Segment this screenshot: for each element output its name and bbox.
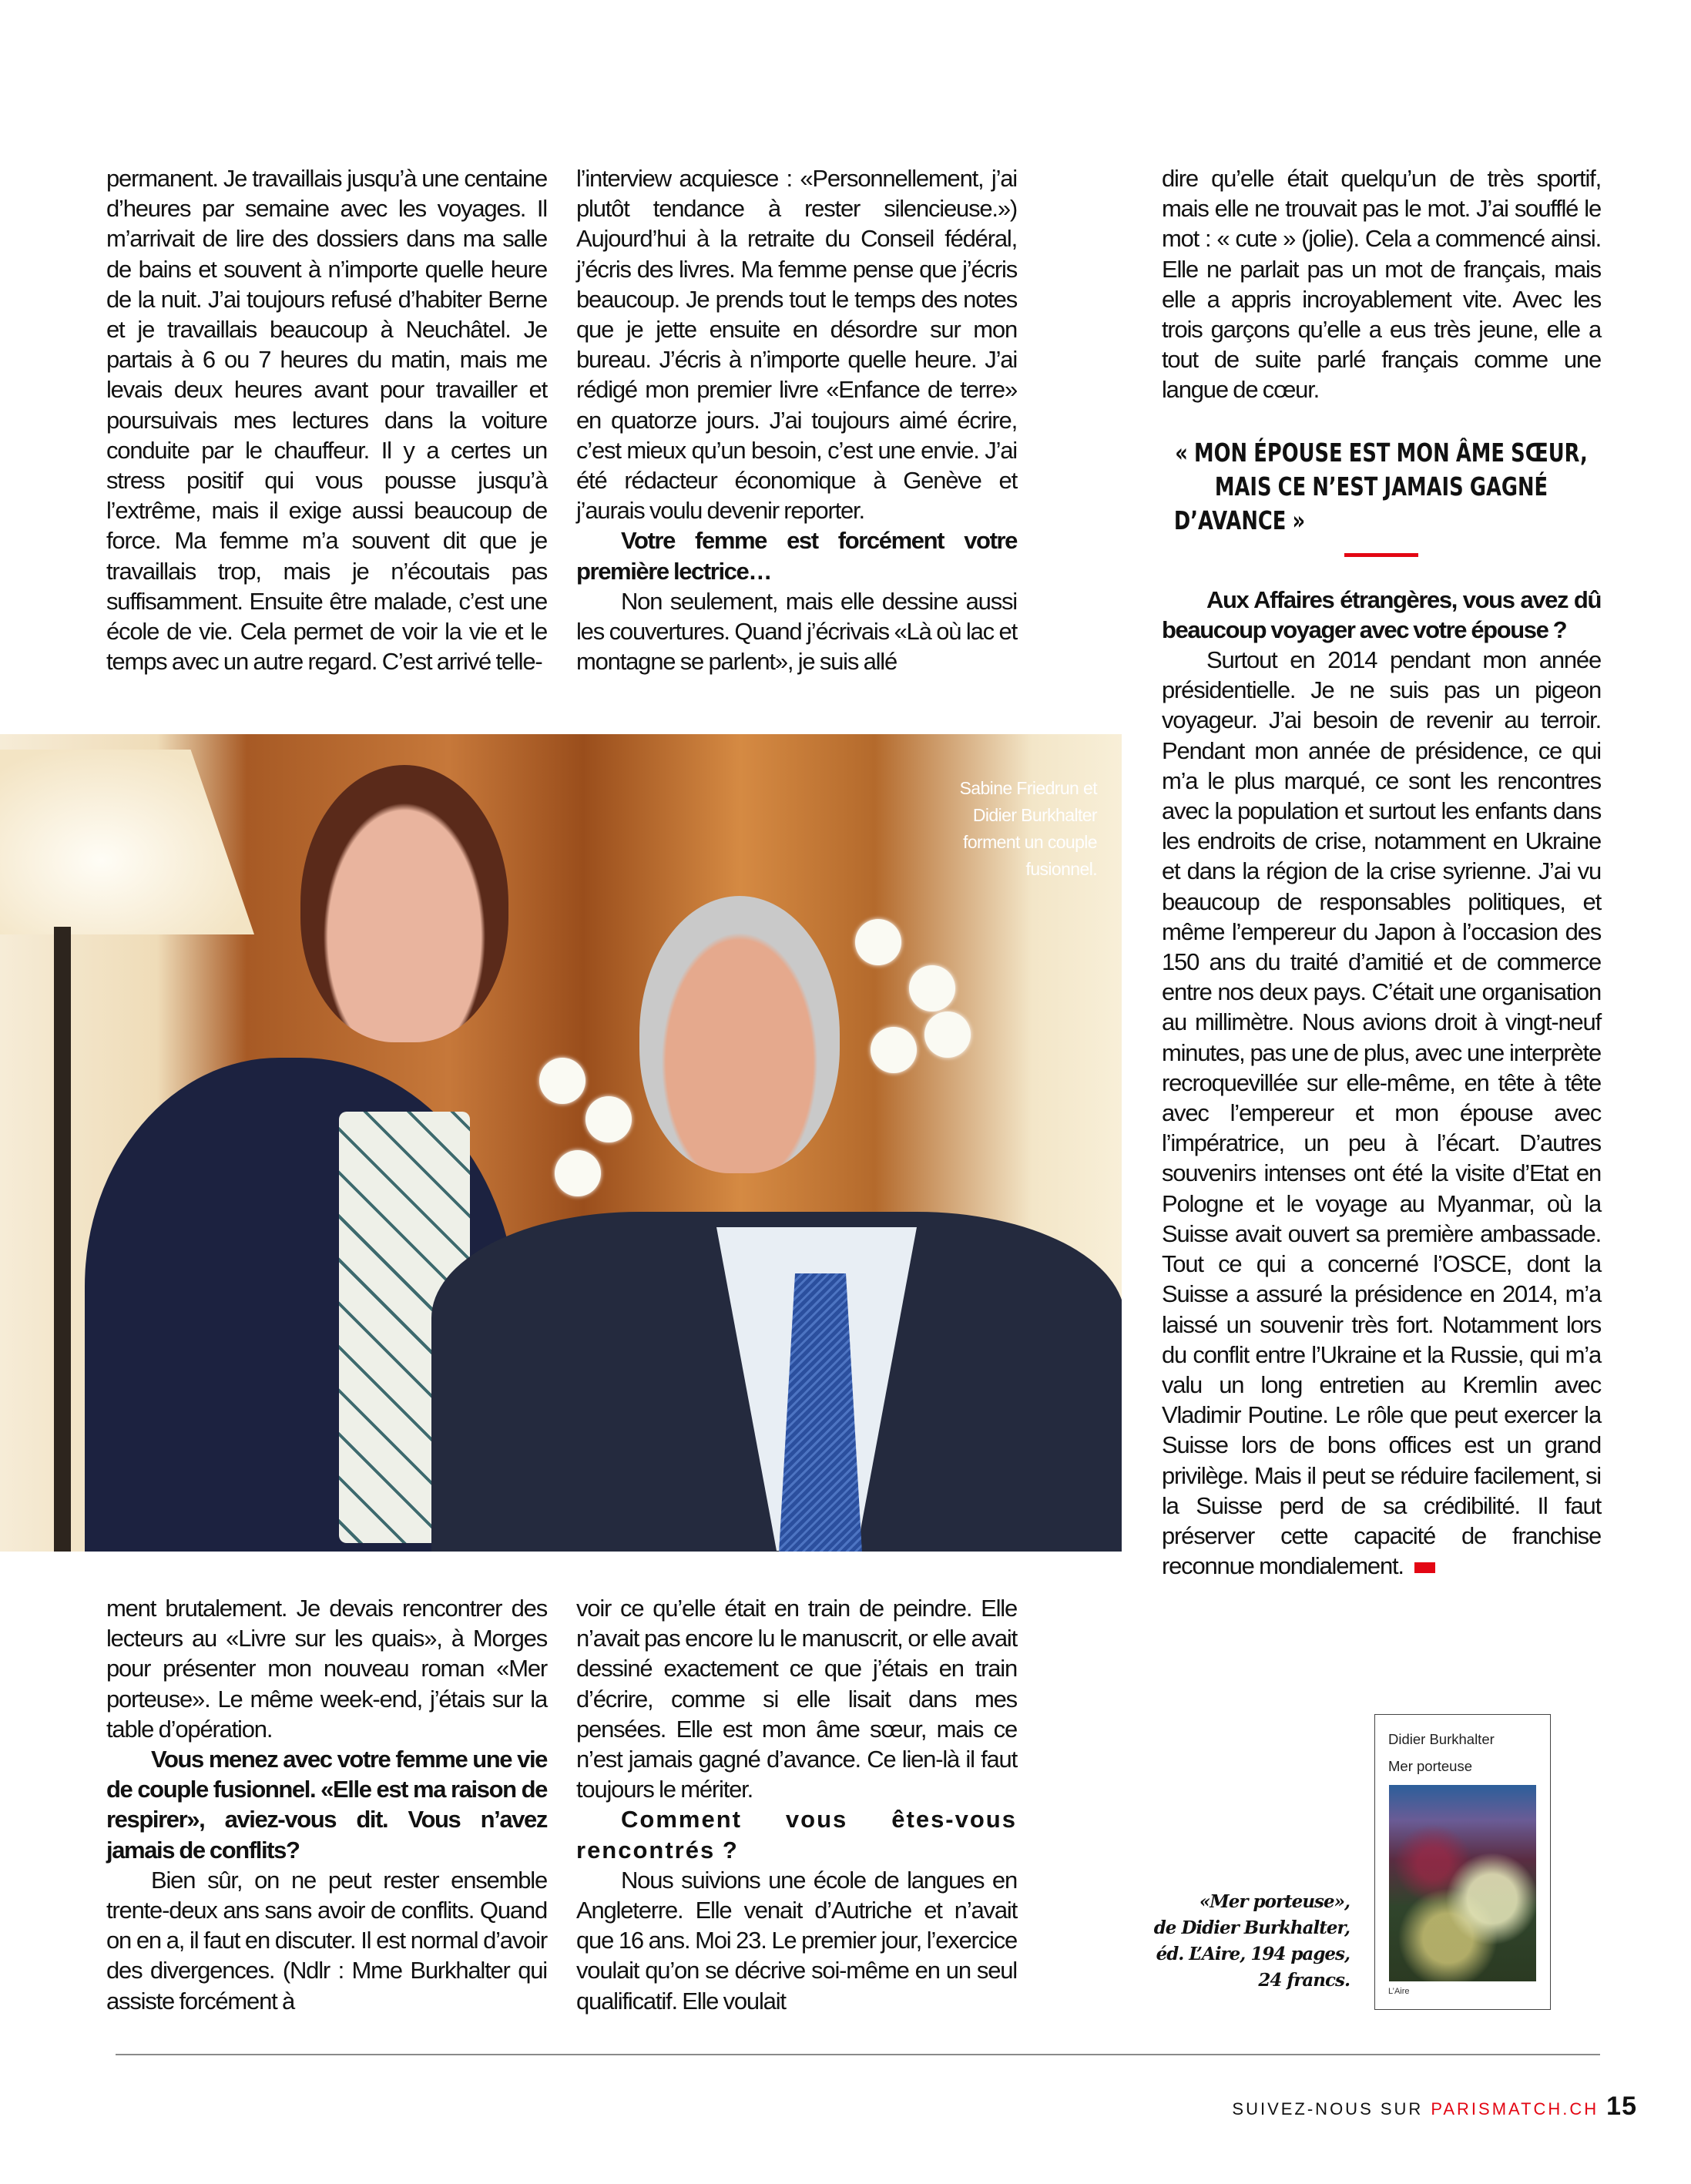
article-column-1-top	[106, 163, 547, 676]
paragraph: Nous suivions une école de langues en Angleterre. Elle venait d’Autriche et n’avait que 16 ans. Moi 23. Le premier jour, l’exercice voulait qu’on se décrive soi-même en un seul qualificatif. Elle voulait	[576, 1866, 1017, 2015]
end-of-article-mark	[1414, 1562, 1435, 1573]
man-head	[639, 896, 840, 1173]
paragraph	[1162, 645, 1601, 1581]
orchid-flower	[539, 1058, 585, 1104]
orchid-flower	[871, 1027, 917, 1073]
lamp-shade	[0, 750, 254, 934]
paragraph: l’interview acquiesce : «Personnellement, j’ai plutôt tendance à rester silencieuse.») Aujourd’hui à la retraite du Conseil fédéral, j’écris des livres. Ma femme pense que j’écris beaucoup. Je prends tout le temps des notes que je jette ensuite en désordre sur mon bureau. J’écris à n’importe quelle heure. J’ai rédigé mon premier livre «Enfance de terre» en quatorze jours. J’ai toujours aimé écrire, c’est mieux qu’un besoin, c’est une envie. J’ai été rédacteur économique à Genève et j’aurais voulu devenir reporter.	[576, 165, 1017, 525]
paragraph: ment brutalement. Je devais rencontrer des lecteurs au «Livre sur les quais», à Morges pour présenter mon nouveau roman «Mer porteuse». Le même week-end, j’étais sur la table d’opération.	[106, 1595, 547, 1743]
footer-site-link[interactable]: PARISMATCH.CH	[1431, 2099, 1599, 2119]
pull-quote: « MON ÉPOUSE EST MON ÂME SŒUR, MAIS CE N’EST JAMAIS GAGNÉ D’AVANCE »	[1173, 437, 1588, 535]
interview-question: Vous menez avec votre femme une vie de couple fusionnel. «Elle est ma raison de respirer», aviez-vous dit. Vous n’avez jamais de conflits?	[106, 1746, 547, 1864]
photo-caption: Sabine Friedrun et Didier Burkhalter forment un couple fusionnel.	[959, 778, 1097, 879]
interview-question: Aux Affaires étrangères, vous avez dû beaucoup voyager avec votre épouse ?	[1162, 585, 1601, 643]
footer-follow-text: SUIVEZ-NOUS SUR	[1232, 2099, 1424, 2119]
book-credit-line: de Didier Burkhalter,	[1153, 1917, 1350, 1938]
book-cover-title: Mer porteuse	[1388, 1758, 1472, 1774]
woman-head	[300, 765, 508, 1042]
book-credit-line: «Mer porteuse»,	[1199, 1891, 1350, 1912]
book-credit-line: éd. L’Aire, 194 pages,	[1156, 1944, 1350, 1964]
article-column-1-bottom	[106, 1593, 547, 2016]
book-cover-painting	[1389, 1785, 1536, 1981]
orchid-flower	[924, 1011, 971, 1058]
paragraph: dire qu’elle était quelqu’un de très sportif, mais elle ne trouvait pas le mot. J’ai soufflé le mot : « cute » (jolie). Cela a commencé ainsi. Elle ne parlait pas un mot de français, mais elle a appris incroyablement vite. Avec les trois garçons qu’elle a eus très jeune, elle a tout de suite parlé français comme une langue de cœur.	[1162, 165, 1601, 404]
paragraph: voir ce qu’elle était en train de peindre. Elle n’avait pas encore lu le manuscrit, or elle avait dessiné exactement ce que j’étais en train d’écrire, comme si elle lisait dans mes pensées. Elle est mon âme sœur, mais ce n’est jamais gagné d’avance. Ce lien-là il faut toujours le mériter.	[576, 1595, 1017, 1803]
lamp-stand	[54, 927, 71, 1552]
book-cover	[1374, 1714, 1551, 2010]
paragraph: Bien sûr, on ne peut rester ensemble trente-deux ans sans avoir de conflits. Quand on en a, il faut en discuter. Il est normal d’avoir des divergences. (Ndlr : Mme Burkhalter qui assiste forcément à	[106, 1866, 547, 2015]
couple-photo	[0, 734, 1122, 1552]
interview-question: Votre femme est forcément votre première lectrice…	[576, 527, 1017, 585]
book-credit	[1102, 1889, 1350, 1994]
article-column-3	[1162, 163, 1601, 1581]
page-footer	[1232, 2092, 1637, 2122]
orchid-flower	[555, 1150, 601, 1196]
book-cover-publisher: L’Aire	[1388, 1987, 1410, 1996]
footer-divider	[116, 2054, 1600, 2055]
interview-question: Comment vous êtes-vous rencontrés ?	[576, 1806, 1017, 1864]
pull-quote-divider	[1344, 553, 1418, 557]
article-column-2-bottom	[576, 1593, 1017, 2016]
book-cover-author: Didier Burkhalter	[1388, 1731, 1495, 1747]
paragraph-text: Surtout en 2014 pendant mon année présidentielle. Je ne suis pas un pigeon voyageur. J’ai besoin de revenir au terroir. Pendant mon année de présidence, ce qui m’a le plus marqué, ce sont les rencontres avec la population et surtout les enfants dans les endroits de crise, notamment en Ukraine et dans la région de la crise syrienne. J’ai vu beaucoup de responsables politiques, et même l’empereur du Japon à l’occasion des 150 ans du traité d’amitié et de commerce entre nos deux pays. C’était une organisation au millimètre. Nous avions droit à vingt-neuf minutes, pas une de plus, avec une interprète recroquevillée sur elle-même, en tête à tête avec l’empereur et mon épouse avec l’impératrice, un peu à l’écart. D’autres souvenirs intenses ont été la visite d’Etat en Pologne et le voyage au Myanmar, où la Suisse avait ouvert sa première ambassade. Tout ce qui a concerné l’OSCE, dont la Suisse a assuré la présidence en 2014, m’a laissé un souvenir très fort. Notamment lors du conflit entre l’Ukraine et la Russie, qui m’a valu un long entretien au Kremlin avec Vladimir Poutine. Le rôle que peut exercer la Suisse lors de bons offices est un grand privilège. Mais il peut se réduire facilement, si la Suisse perd de sa crédibilité. Il faut préserver cette capacité de franchise reconnue mondialement.	[1162, 646, 1601, 1580]
orchid-flower	[909, 965, 955, 1011]
page-number: 15	[1606, 2092, 1637, 2121]
paragraph: Non seulement, mais elle dessine aussi les couvertures. Quand j’écrivais «Là où lac et montagne se parlent», je suis allé	[576, 587, 1017, 676]
orchid-flower	[585, 1096, 632, 1142]
book-credit-line: 24 francs.	[1258, 1970, 1350, 1991]
article-column-2-top	[576, 163, 1017, 676]
paragraph: permanent. Je travaillais jusqu’à une centaine d’heures par semaine avec les voyages. Il m’arrivait de lire des dossiers dans ma salle de bains et souvent à n’importe quelle heure de la nuit. J’ai toujours refusé d’habiter Berne et je travaillais beaucoup à Neuchâtel. Je partais à 6 ou 7 heures du matin, mais me levais deux heures avant pour travailler et poursuivais mes lectures dans la voiture conduite par le chauffeur. Il y a certes un stress positif qui vous pousse jusqu’à l’extrême, mais il exige aussi beaucoup de force. Ma femme m’a souvent dit que je travaillais trop, mais je n’écoutais pas suffisamment. Ensuite être malade, c’est une école de vie. Cela permet de voir la vie et le temps avec un autre regard. C’est arrivé telle-	[106, 165, 547, 676]
orchid-flower	[855, 919, 901, 965]
